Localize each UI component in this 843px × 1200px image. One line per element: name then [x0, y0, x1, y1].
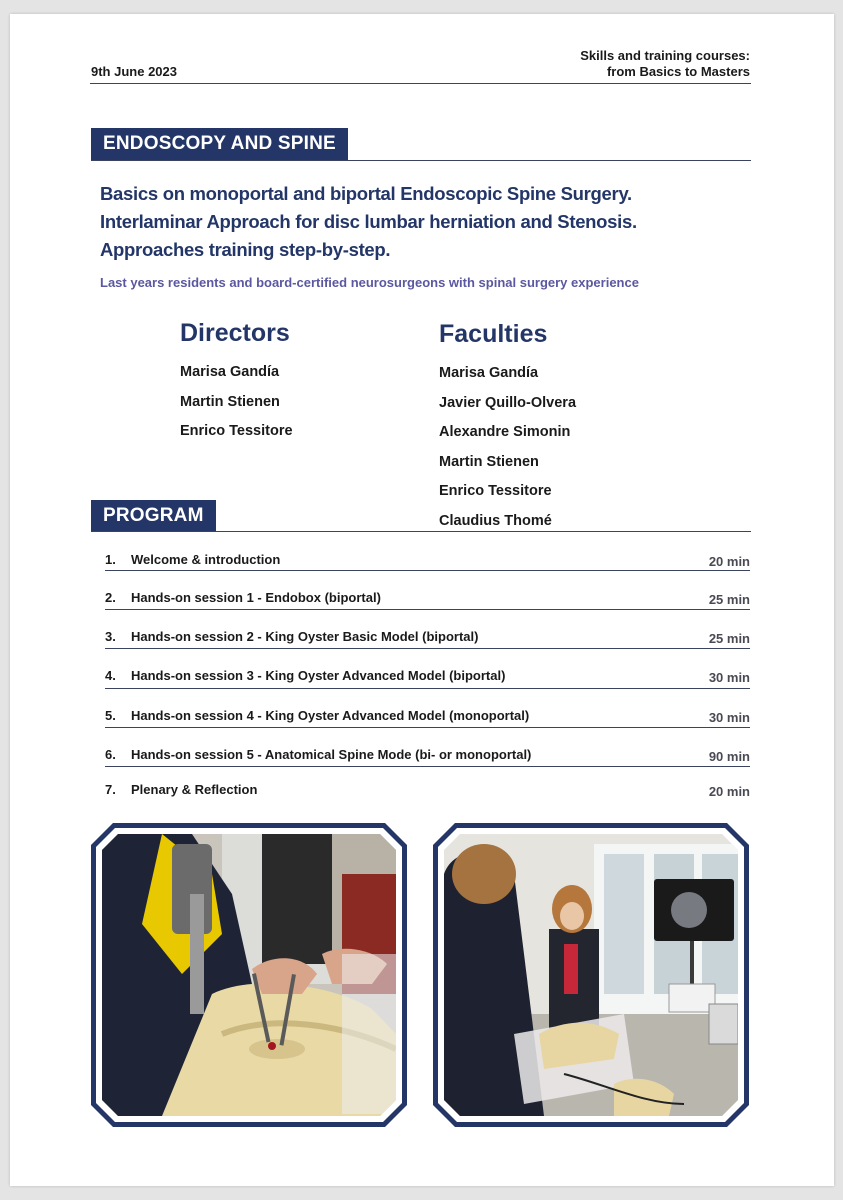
program-item-label: Hands-on session 4 - King Oyster Advanced Model (monoportal) [131, 708, 530, 723]
faculty-name: Martin Stienen [439, 453, 539, 470]
row-divider [105, 727, 750, 728]
program-item-number: 1. [105, 552, 116, 567]
headline-line-1: Basics on monoportal and biportal Endoscopic Spine Surgery. [100, 183, 632, 204]
program-item-number: 4. [105, 668, 116, 683]
training-photo-right [444, 834, 738, 1116]
program-item-label: Hands-on session 2 - King Oyster Basic Model (biportal) [131, 629, 479, 644]
program-item-number: 7. [105, 782, 116, 797]
program-item-duration: 20 min [708, 554, 750, 569]
program-item-duration: 30 min [708, 710, 750, 725]
program-item-duration: 20 min [708, 784, 750, 799]
program-item-number: 5. [105, 708, 116, 723]
photo-frame-left [91, 823, 407, 1127]
faculties-title: Faculties [439, 320, 548, 348]
row-divider [105, 648, 750, 649]
audience-text: Last years residents and board-certified neurosurgeons with spinal surgery experience [100, 275, 639, 290]
document-page [10, 14, 834, 1186]
program-item-number: 3. [105, 629, 116, 644]
headline-line-3: Approaches training step-by-step. [100, 239, 391, 260]
faculty-name: Alexandre Simonin [439, 424, 571, 440]
program-item-label: Hands-on session 3 - King Oyster Advanced Model (biportal) [131, 668, 506, 683]
row-divider [105, 609, 750, 610]
photo-training-room [444, 834, 738, 1116]
row-divider [105, 766, 750, 767]
training-photo-left [102, 834, 396, 1116]
faculty-name: Javier Quillo-Olvera [439, 394, 577, 411]
photo-frame-right [433, 823, 749, 1127]
header-title-line2: from Basics to Masters [606, 64, 750, 79]
program-item-label: Hands-on session 5 - Anatomical Spine Mode (bi- or monoportal) [131, 747, 532, 762]
header-title-line1: Skills and training courses: [580, 48, 750, 63]
director-name: Marisa Gandía [180, 364, 280, 380]
header-title [580, 48, 750, 80]
program-item-number: 2. [105, 590, 116, 605]
row-divider [105, 570, 750, 571]
section-divider [91, 160, 751, 161]
program-divider [91, 531, 751, 532]
program-item-label: Plenary & Reflection [131, 782, 258, 797]
program-item-label: Hands-on session 1 - Endobox (biportal) [131, 590, 381, 605]
director-name: Martin Stienen [180, 393, 280, 410]
directors-title: Directors [180, 319, 290, 347]
faculty-name: Enrico Tessitore [439, 483, 552, 499]
program-item-label: Welcome & introduction [131, 552, 281, 567]
faculty-name: Marisa Gandía [439, 365, 539, 381]
course-headline [100, 180, 637, 264]
photo-hands-on-spine-model [102, 834, 396, 1116]
program-label: PROGRAM [91, 500, 216, 532]
program-item-duration: 90 min [708, 749, 750, 764]
faculty-name: Claudius Thomé [439, 512, 552, 529]
program-item-duration: 30 min [708, 670, 750, 685]
section-label: ENDOSCOPY AND SPINE [91, 128, 348, 160]
row-divider [105, 688, 750, 689]
program-item-duration: 25 min [708, 592, 750, 607]
header-divider [90, 83, 751, 84]
director-name: Enrico Tessitore [180, 423, 293, 439]
header-date: 9th June 2023 [91, 64, 177, 79]
headline-line-2: Interlaminar Approach for disc lumbar herniation and Stenosis. [100, 211, 637, 232]
directors-list [180, 362, 293, 451]
faculties-list [439, 363, 576, 540]
program-item-duration: 25 min [708, 631, 750, 646]
program-item-number: 6. [105, 747, 116, 762]
